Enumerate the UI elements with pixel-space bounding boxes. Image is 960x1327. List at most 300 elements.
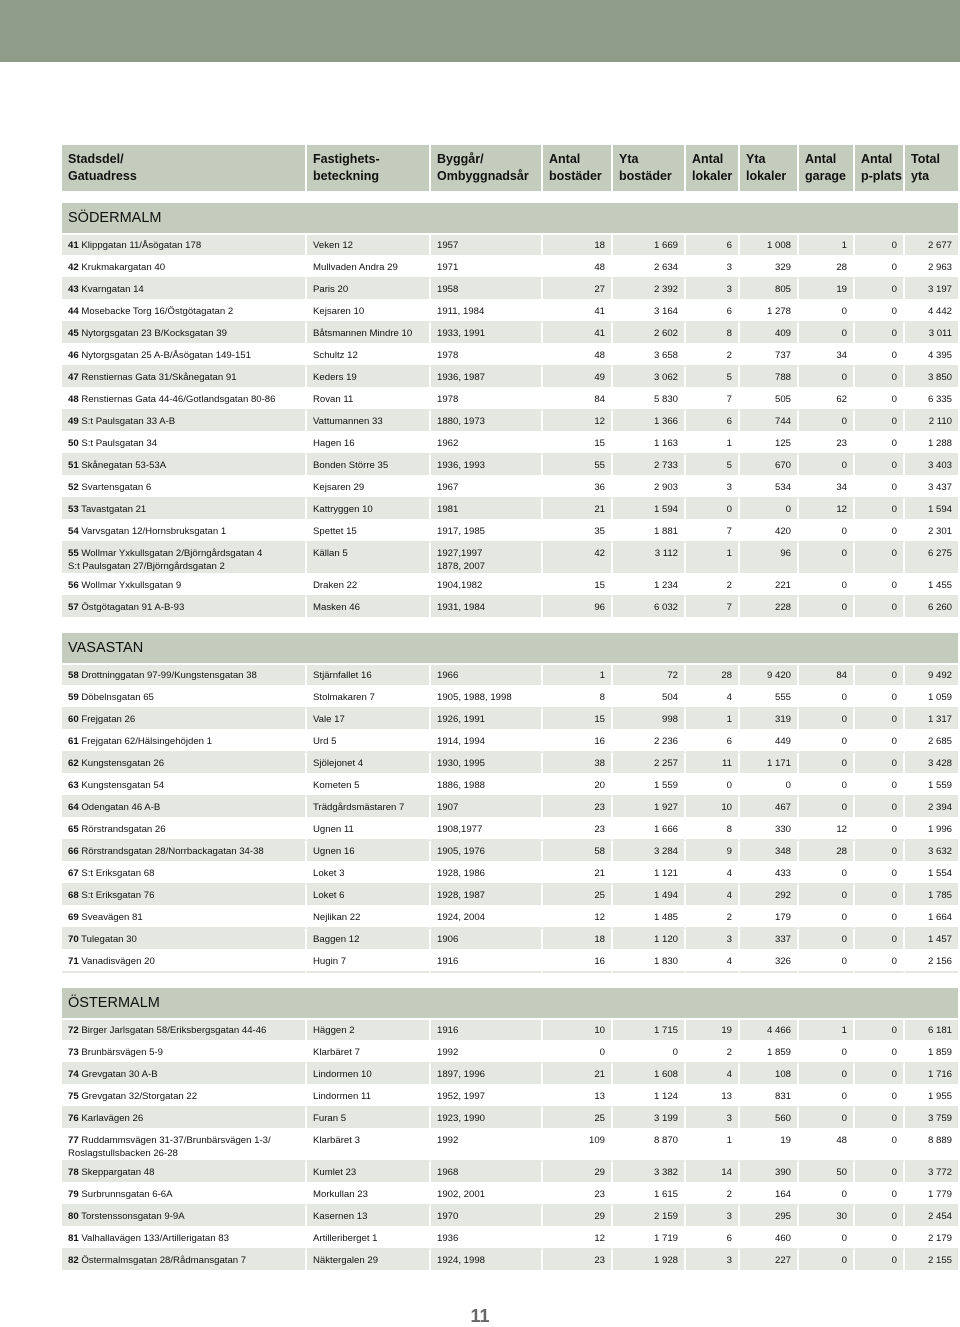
parking-count: 0: [855, 323, 905, 345]
property-number: 50: [68, 438, 79, 449]
property-number: 52: [68, 482, 79, 493]
parking-count: 0: [855, 797, 905, 819]
parking-count: 0: [855, 433, 905, 455]
garage-count: 0: [799, 863, 855, 885]
address-cell: [62, 709, 307, 731]
property-number: 82: [68, 1255, 79, 1266]
apartments-area: 2 634: [613, 257, 686, 279]
premises-count: 3: [686, 257, 740, 279]
street-address: Östgötagatan 91 A-B-93: [81, 602, 185, 613]
header-cell: [543, 145, 613, 191]
property-designation: Morkullan 23: [307, 1184, 431, 1206]
property-number: 59: [68, 692, 79, 703]
year-line: 1928, 1987: [437, 890, 486, 901]
parking-count: 0: [855, 1020, 905, 1042]
premises-count: 14: [686, 1162, 740, 1184]
property-designation: Vattumannen 33: [307, 411, 431, 433]
address-cell: [62, 687, 307, 709]
table-row: [62, 665, 958, 687]
street-address: S:t Paulsgatan 27/Björngårdsgatan 2: [68, 561, 225, 572]
premises-count: 6: [686, 301, 740, 323]
total-area: 2 685: [905, 731, 958, 753]
property-designation: Artilleriberget 1: [307, 1228, 431, 1250]
premises-area: 179: [740, 907, 799, 929]
property-number: 66: [68, 846, 79, 857]
address-cell: [62, 257, 307, 279]
property-designation: Vale 17: [307, 709, 431, 731]
premises-area: 467: [740, 797, 799, 819]
premises-count: 3: [686, 1206, 740, 1228]
garage-count: 28: [799, 257, 855, 279]
table-row: [62, 389, 958, 411]
table-row: [62, 1184, 958, 1206]
premises-count: 6: [686, 411, 740, 433]
property-designation: Baggen 12: [307, 929, 431, 951]
garage-count: 0: [799, 929, 855, 951]
street-address: Surbrunnsgatan 6-6A: [81, 1189, 173, 1200]
table-row: [62, 521, 958, 543]
property-number: 55: [68, 548, 79, 559]
property-number: 69: [68, 912, 79, 923]
year-line: 1931, 1984: [437, 602, 486, 613]
premises-count: 6: [686, 731, 740, 753]
property-designation: Masken 46: [307, 597, 431, 619]
property-number: 65: [68, 824, 79, 835]
property-number: 75: [68, 1091, 79, 1102]
header-label: Byggår/: [437, 152, 484, 166]
apartments-area: 2 257: [613, 753, 686, 775]
street-address: Torstenssonsgatan 9-9A: [81, 1211, 185, 1222]
property-number: 71: [68, 956, 79, 967]
street-address: Grevgatan 30 A-B: [81, 1069, 158, 1080]
table-row: [62, 257, 958, 279]
build-year: [431, 687, 543, 709]
premises-count: 11: [686, 753, 740, 775]
property-number: 43: [68, 284, 79, 295]
total-area: 6 260: [905, 597, 958, 619]
premises-area: 555: [740, 687, 799, 709]
build-year: [431, 235, 543, 257]
build-year: [431, 731, 543, 753]
apartments-area: 2 733: [613, 455, 686, 477]
apartments-area: 2 903: [613, 477, 686, 499]
total-area: 3 011: [905, 323, 958, 345]
address-cell: [62, 775, 307, 797]
street-address: Odengatan 46 A-B: [81, 802, 161, 813]
garage-count: 0: [799, 1228, 855, 1250]
total-area: 1 859: [905, 1042, 958, 1064]
property-designation: Kasernen 13: [307, 1206, 431, 1228]
address-cell: [62, 301, 307, 323]
build-year: [431, 1162, 543, 1184]
total-area: 2 179: [905, 1228, 958, 1250]
property-designation: Schultz 12: [307, 345, 431, 367]
premises-area: 390: [740, 1162, 799, 1184]
apartments-area: 3 284: [613, 841, 686, 863]
property-number: 51: [68, 460, 79, 471]
premises-area: 1 171: [740, 753, 799, 775]
premises-area: 221: [740, 575, 799, 597]
table-row: [62, 575, 958, 597]
build-year: [431, 1086, 543, 1108]
table-row: [62, 907, 958, 929]
apartments-count: 84: [543, 389, 613, 411]
apartments-count: 18: [543, 235, 613, 257]
total-area: 1 455: [905, 575, 958, 597]
build-year: [431, 1206, 543, 1228]
address-cell: [62, 235, 307, 257]
premises-count: 10: [686, 797, 740, 819]
build-year: [431, 929, 543, 951]
garage-count: 0: [799, 775, 855, 797]
apartments-count: 48: [543, 257, 613, 279]
total-area: 1 594: [905, 499, 958, 521]
apartments-count: 25: [543, 1108, 613, 1130]
apartments-count: 23: [543, 797, 613, 819]
header-cell: [905, 145, 958, 191]
street-address: Kvarngatan 14: [81, 284, 144, 295]
parking-count: 0: [855, 1086, 905, 1108]
year-line: 1957: [437, 240, 459, 251]
header-label: Antal: [861, 152, 893, 166]
premises-area: 227: [740, 1250, 799, 1272]
property-number: 46: [68, 350, 79, 361]
total-area: 1 779: [905, 1184, 958, 1206]
year-line: 1908,1977: [437, 824, 483, 835]
apartments-area: 1 559: [613, 775, 686, 797]
apartments-count: 96: [543, 597, 613, 619]
build-year: [431, 819, 543, 841]
year-line: 1981: [437, 504, 459, 515]
street-address: Karlavägen 26: [81, 1113, 144, 1124]
total-area: 1 554: [905, 863, 958, 885]
table-row: [62, 477, 958, 499]
build-year: [431, 389, 543, 411]
garage-count: 34: [799, 345, 855, 367]
street-address: Varvsgatan 12/Hornsbruksgatan 1: [81, 526, 227, 537]
apartments-area: 3 382: [613, 1162, 686, 1184]
street-address: Drottninggatan 97-99/Kungstensgatan 38: [81, 670, 257, 681]
apartments-area: 1 120: [613, 929, 686, 951]
property-designation: Spettet 15: [307, 521, 431, 543]
property-number: 72: [68, 1025, 79, 1036]
table-row: [62, 709, 958, 731]
table-row: [62, 819, 958, 841]
parking-count: 0: [855, 885, 905, 907]
total-area: 6 181: [905, 1020, 958, 1042]
property-number: 63: [68, 780, 79, 791]
year-line: 1886, 1988: [437, 780, 486, 791]
street-address: Vanadisvägen 20: [81, 956, 155, 967]
header-cell: [307, 145, 431, 191]
header-cell: [740, 145, 799, 191]
apartments-area: 1 608: [613, 1064, 686, 1086]
premises-count: 8: [686, 819, 740, 841]
table-row: [62, 301, 958, 323]
property-number: 42: [68, 262, 79, 273]
build-year: [431, 543, 543, 575]
property-number: 47: [68, 372, 79, 383]
premises-count: 0: [686, 775, 740, 797]
street-address: Valhallavägen 133/Artillerigatan 83: [81, 1233, 229, 1244]
apartments-count: 21: [543, 863, 613, 885]
address-cell: [62, 279, 307, 301]
premises-area: 295: [740, 1206, 799, 1228]
apartments-count: 15: [543, 709, 613, 731]
apartments-count: 55: [543, 455, 613, 477]
total-area: 3 403: [905, 455, 958, 477]
apartments-count: 23: [543, 819, 613, 841]
property-number: 68: [68, 890, 79, 901]
table-row: [62, 1228, 958, 1250]
apartments-area: 2 236: [613, 731, 686, 753]
build-year: [431, 709, 543, 731]
apartments-count: 25: [543, 885, 613, 907]
header-label: Gatuadress: [68, 169, 137, 183]
header-label: Total: [911, 152, 940, 166]
garage-count: 62: [799, 389, 855, 411]
build-year: [431, 323, 543, 345]
parking-count: 0: [855, 345, 905, 367]
street-address: Frejgatan 26: [81, 714, 136, 725]
total-area: 2 155: [905, 1250, 958, 1272]
year-line: 1971: [437, 262, 459, 273]
apartments-count: 109: [543, 1130, 613, 1162]
year-line: 1905, 1988, 1998: [437, 692, 512, 703]
header-label: Antal: [692, 152, 724, 166]
property-designation: Veken 12: [307, 235, 431, 257]
build-year: [431, 1020, 543, 1042]
apartments-area: 1 666: [613, 819, 686, 841]
property-designation: Furan 5: [307, 1108, 431, 1130]
apartments-area: 1 715: [613, 1020, 686, 1042]
garage-count: 0: [799, 907, 855, 929]
premises-count: 0: [686, 499, 740, 521]
header-label: Ombyggnadsår: [437, 169, 529, 183]
street-address: Renstiernas Gata 31/Skånegatan 91: [81, 372, 237, 383]
property-designation: Sjölejonet 4: [307, 753, 431, 775]
property-designation: Kumlet 23: [307, 1162, 431, 1184]
parking-count: 0: [855, 1042, 905, 1064]
garage-count: 0: [799, 731, 855, 753]
address-cell: [62, 753, 307, 775]
garage-count: 0: [799, 885, 855, 907]
premises-area: 0: [740, 499, 799, 521]
property-designation: Keders 19: [307, 367, 431, 389]
year-line: 1902, 2001: [437, 1189, 486, 1200]
build-year: [431, 257, 543, 279]
total-area: 2 963: [905, 257, 958, 279]
table-row: [62, 731, 958, 753]
year-line: 1923, 1990: [437, 1113, 486, 1124]
garage-count: 1: [799, 1020, 855, 1042]
premises-count: 4: [686, 863, 740, 885]
premises-count: 3: [686, 929, 740, 951]
garage-count: 0: [799, 597, 855, 619]
premises-area: 164: [740, 1184, 799, 1206]
premises-area: 805: [740, 279, 799, 301]
property-designation: Hagen 16: [307, 433, 431, 455]
parking-count: 0: [855, 1206, 905, 1228]
street-address: Skeppargatan 48: [81, 1167, 155, 1178]
address-cell: [62, 797, 307, 819]
address-cell: [62, 885, 307, 907]
street-address: S:t Eriksgatan 68: [81, 868, 155, 879]
address-cell: [62, 951, 307, 973]
build-year: [431, 1228, 543, 1250]
table-row: [62, 885, 958, 907]
build-year: [431, 665, 543, 687]
premises-area: 409: [740, 323, 799, 345]
parking-count: 0: [855, 257, 905, 279]
premises-count: 8: [686, 323, 740, 345]
premises-count: 13: [686, 1086, 740, 1108]
street-address: Grevgatan 32/Storgatan 22: [81, 1091, 198, 1102]
street-address: Döbelnsgatan 65: [81, 692, 154, 703]
year-line: 1916: [437, 956, 459, 967]
property-number: 76: [68, 1113, 79, 1124]
garage-count: 12: [799, 499, 855, 521]
property-number: 48: [68, 394, 79, 405]
apartments-count: 16: [543, 731, 613, 753]
property-number: 49: [68, 416, 79, 427]
property-designation: Klarbäret 7: [307, 1042, 431, 1064]
premises-area: 19: [740, 1130, 799, 1162]
address-cell: [62, 411, 307, 433]
premises-count: 4: [686, 687, 740, 709]
street-address: S:t Eriksgatan 76: [81, 890, 155, 901]
garage-count: 0: [799, 797, 855, 819]
table-row: [62, 951, 958, 973]
premises-area: 505: [740, 389, 799, 411]
property-designation: Lindormen 11: [307, 1086, 431, 1108]
property-designation: Kometen 5: [307, 775, 431, 797]
apartments-area: 1 485: [613, 907, 686, 929]
address-cell: [62, 1130, 307, 1162]
garage-count: 0: [799, 367, 855, 389]
garage-count: 0: [799, 1086, 855, 1108]
premises-area: 108: [740, 1064, 799, 1086]
total-area: 4 442: [905, 301, 958, 323]
header-label: bostäder: [619, 169, 672, 183]
street-address: Ruddammsvägen 31-37/Brunbärsvägen 1-3/: [81, 1135, 271, 1146]
total-area: 2 454: [905, 1206, 958, 1228]
street-address: Kungstensgatan 54: [81, 780, 165, 791]
street-address: S:t Paulsgatan 33 A-B: [81, 416, 176, 427]
year-line: 1952, 1997: [437, 1091, 486, 1102]
premises-area: 292: [740, 885, 799, 907]
street-address: Nytorgsgatan 23 B/Kocksgatan 39: [81, 328, 227, 339]
premises-count: 28: [686, 665, 740, 687]
total-area: 1 996: [905, 819, 958, 841]
apartments-count: 12: [543, 907, 613, 929]
premises-area: 1 278: [740, 301, 799, 323]
total-area: 3 197: [905, 279, 958, 301]
premises-area: 0: [740, 775, 799, 797]
garage-count: 0: [799, 687, 855, 709]
total-area: 8 889: [905, 1130, 958, 1162]
parking-count: 0: [855, 665, 905, 687]
address-cell: [62, 907, 307, 929]
premises-area: 433: [740, 863, 799, 885]
garage-count: 0: [799, 521, 855, 543]
apartments-area: 1 163: [613, 433, 686, 455]
premises-area: 788: [740, 367, 799, 389]
header-label: beteckning: [313, 169, 379, 183]
apartments-area: 8 870: [613, 1130, 686, 1162]
apartments-count: 15: [543, 575, 613, 597]
parking-count: 0: [855, 841, 905, 863]
build-year: [431, 597, 543, 619]
total-area: 2 110: [905, 411, 958, 433]
apartments-count: 20: [543, 775, 613, 797]
apartments-count: 23: [543, 1184, 613, 1206]
year-line: 1966: [437, 670, 459, 681]
garage-count: 0: [799, 455, 855, 477]
property-number: 64: [68, 802, 79, 813]
parking-count: 0: [855, 753, 905, 775]
table-row: [62, 367, 958, 389]
apartments-area: 998: [613, 709, 686, 731]
apartments-count: 48: [543, 345, 613, 367]
garage-count: 0: [799, 301, 855, 323]
property-designation: Båtsmannen Mindre 10: [307, 323, 431, 345]
property-designation: Ugnen 11: [307, 819, 431, 841]
year-line: 1880, 1973: [437, 416, 486, 427]
premises-area: 96: [740, 543, 799, 575]
apartments-area: 1 830: [613, 951, 686, 973]
property-number: 79: [68, 1189, 79, 1200]
parking-count: 0: [855, 1108, 905, 1130]
street-address: Rörstrandsgatan 26: [81, 824, 166, 835]
apartments-count: 0: [543, 1042, 613, 1064]
address-cell: [62, 1250, 307, 1272]
apartments-count: 29: [543, 1162, 613, 1184]
build-year: [431, 951, 543, 973]
property-number: 78: [68, 1167, 79, 1178]
address-cell: [62, 543, 307, 575]
garage-count: 0: [799, 709, 855, 731]
parking-count: 0: [855, 951, 905, 973]
year-line: 1917, 1985: [437, 526, 486, 537]
property-number: 60: [68, 714, 79, 725]
premises-area: 737: [740, 345, 799, 367]
premises-area: 326: [740, 951, 799, 973]
property-number: 77: [68, 1135, 79, 1146]
total-area: 9 492: [905, 665, 958, 687]
property-designation: Urd 5: [307, 731, 431, 753]
garage-count: 0: [799, 1184, 855, 1206]
apartments-area: 1 494: [613, 885, 686, 907]
parking-count: 0: [855, 775, 905, 797]
premises-area: 831: [740, 1086, 799, 1108]
apartments-count: 13: [543, 1086, 613, 1108]
parking-count: 0: [855, 455, 905, 477]
address-cell: [62, 1064, 307, 1086]
garage-count: 0: [799, 575, 855, 597]
header-label: Yta: [619, 152, 639, 166]
header-cell: [799, 145, 855, 191]
property-number: 67: [68, 868, 79, 879]
build-year: [431, 775, 543, 797]
year-line: 1906: [437, 934, 459, 945]
parking-count: 0: [855, 1064, 905, 1086]
property-number: 74: [68, 1069, 79, 1080]
build-year: [431, 885, 543, 907]
apartments-count: 21: [543, 499, 613, 521]
address-cell: [62, 1206, 307, 1228]
premises-count: 3: [686, 1250, 740, 1272]
